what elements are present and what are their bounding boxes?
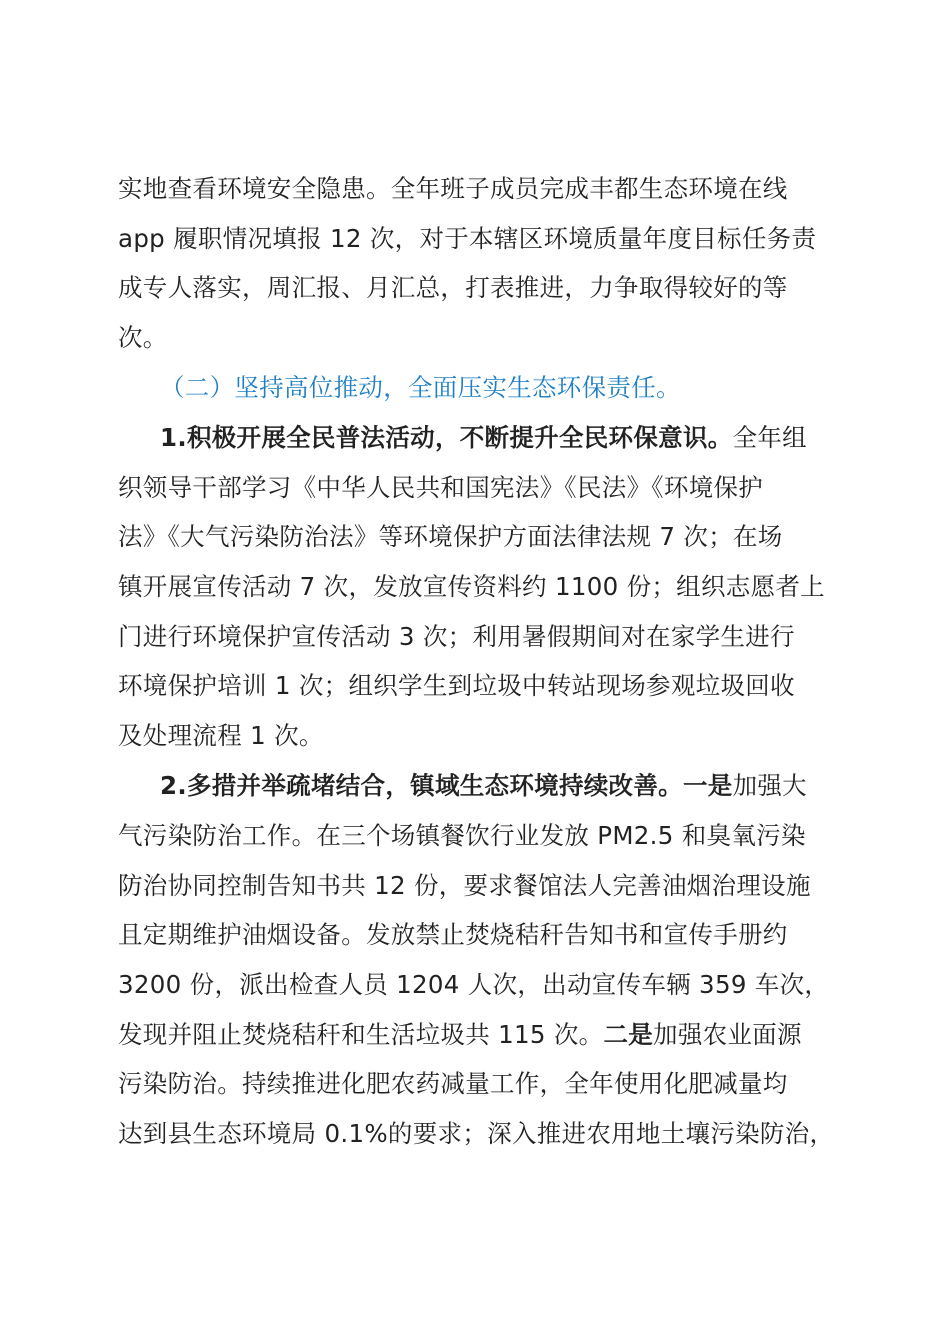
body-text-line: app 履职情况填报 12 次，对于本辖区环境质量年度目标任务责	[118, 224, 817, 253]
subsection-heading-line	[160, 768, 807, 804]
body-text: 发现并阻止焚烧秸秆和生活垃圾共 115 次。	[118, 1020, 604, 1049]
body-text-line: 法》《大气污染防治法》等环境保护方面法律法规 7 次；在场	[118, 522, 783, 551]
body-text-line: 污染防治。持续推进化肥农药减量工作，全年使用化肥减量均	[118, 1069, 788, 1098]
body-text-line: 实地查看环境安全隐患。全年班子成员完成丰都生态环境在线	[118, 174, 788, 203]
section-heading: （二）坚持高位推动，全面压实生态环保责任。	[160, 373, 681, 402]
body-text-line: 及处理流程 1 次。	[118, 721, 324, 750]
body-text-line: 镇开展宣传活动 7 次，发放宣传资料约 1100 份；组织志愿者上	[118, 572, 825, 601]
body-text-line: 防治协同控制告知书共 12 份，要求餐馆法人完善油烟治理设施	[118, 871, 811, 900]
body-text-line: 环境保护培训 1 次；组织学生到垃圾中转站现场参观垃圾回收	[118, 671, 795, 700]
body-text-line: 3200 份，派出检查人员 1204 人次，出动宣传车辆 359 车次，	[118, 970, 830, 999]
body-text: 全年组	[732, 423, 807, 452]
body-text-line: 织领导干部学习《中华人民共和国宪法》《民法》《环境保护	[118, 473, 764, 502]
body-text-line: 次。	[118, 323, 168, 352]
body-text-line: 气污染防治工作。在三个场镇餐饮行业发放 PM2.5 和臭氧污染	[118, 821, 806, 850]
body-text-line: 达到县生态环境局 0.1%的要求；深入推进农用地土壤污染防治，	[118, 1119, 835, 1148]
body-text-line: 门进行环境保护宣传活动 3 次；利用暑假期间对在家学生进行	[118, 622, 795, 651]
subsection-heading-line	[160, 420, 807, 456]
body-text-line: 且定期维护油烟设备。发放禁止焚烧秸秆告知书和宣传手册约	[118, 920, 788, 949]
body-text-line: 成专人落实，周汇报、月汇总，打表推进，力争取得较好的等	[118, 273, 788, 302]
subsection-title: 1.积极开展全民普法活动，不断提升全民环保意识。	[160, 423, 733, 452]
body-text: 加强农业面源	[653, 1020, 802, 1049]
body-text: 加强大	[732, 771, 807, 800]
emphasis-text: 二是	[603, 1020, 654, 1049]
subsection-title: 2.多措并举疏堵结合，镇域生态环境持续改善。一是	[160, 771, 733, 800]
body-text-line	[118, 1017, 802, 1053]
